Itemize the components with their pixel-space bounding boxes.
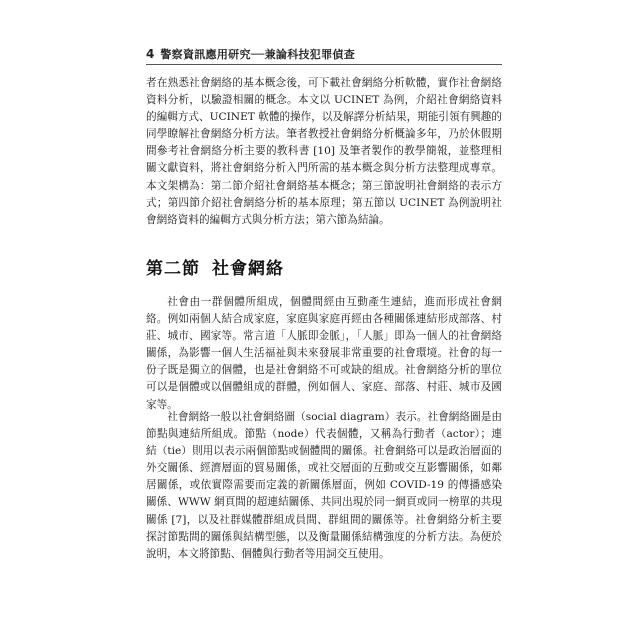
- paragraph-society: 社會由一群個體所組成，個體間經由互動產生連結，進而形成社會網絡。例如兩個人結合成家庭，家庭與家庭再經由各種關係連結形成部落、村莊、城市、國家等。常言道「人脈即金脈」，「人脈」即為一個人的社會網絡關係，為影響一個人生活福祉與未來發展非常重要的社會環境。社會的每一份子既是獨立的個體，也是社會網絡不可或缺的組成。社會網絡分析的單位可以是個體或以個體組成的群體，例如個人、家庭、部落、村莊、城市及國家等。: [146, 296, 502, 411]
- section-title: 社會網絡: [212, 259, 284, 279]
- header-rule: [146, 64, 502, 65]
- running-header: [146, 46, 355, 62]
- running-title: 警察資訊應用研究──兼論科技犯罪偵查: [160, 48, 356, 61]
- section-heading: [146, 254, 284, 279]
- section-number: 第二節: [146, 259, 200, 279]
- paragraph-intro: 者在熟悉社會網絡的基本概念後，可下載社會網絡分析軟體，實作社會網絡資料分析，以驗證相關的概念。本文以 UCINET 為例，介紹社會網絡資料的編輯方式、UCINET 軟體的操作，以及解譯分析結果，期能引領有興趣的同學瞭解社會網絡分析方法。筆者教授社會網絡分析概論多年，乃於休假期間參考社會網絡分析主要的教科書 [10] 及筆者製作的教學簡報，並整理相關文獻資料，將社會網絡分析入門所需的基本概念與分析方法整理成專章。本文架構為：第二節介紹社會網絡基本概念；第三節說明社會網絡的表示方式；第四節介紹社會網絡分析的基本原理；第五節以 UCINET 為例說明社會網絡資料的編輯方式與分析方法；第六節為結論。: [146, 77, 502, 226]
- page-number: 4: [146, 47, 155, 61]
- paragraph-social-diagram: 社會網絡一般以社會網絡圖（social diagram）表示。社會網絡圖是由節點與連結所組成。節點（node）代表個體，又稱為行動者（actor）；連結（tie）則用以表示兩個節點或個體間的關係。社會網絡可以是政治層面的外交關係、經濟層面的貿易關係，或社交層面的互動或交互影響關係，如鄰居關係，或依實際需要而定義的新關係層面，例如 COVID-19 的傳播感染關係、WWW 網頁間的超連結關係、共同出現於同一網頁或同一榜單的共現關係 [7]，以及社群媒體群組成員間、群組間的關係等。社會網絡分析主要探討節點間的關係與結構型態，以及衡量關係結構強度的分析方法。為便於說明，本文將節點、個體與行動者等用詞交互使用。: [146, 411, 502, 560]
